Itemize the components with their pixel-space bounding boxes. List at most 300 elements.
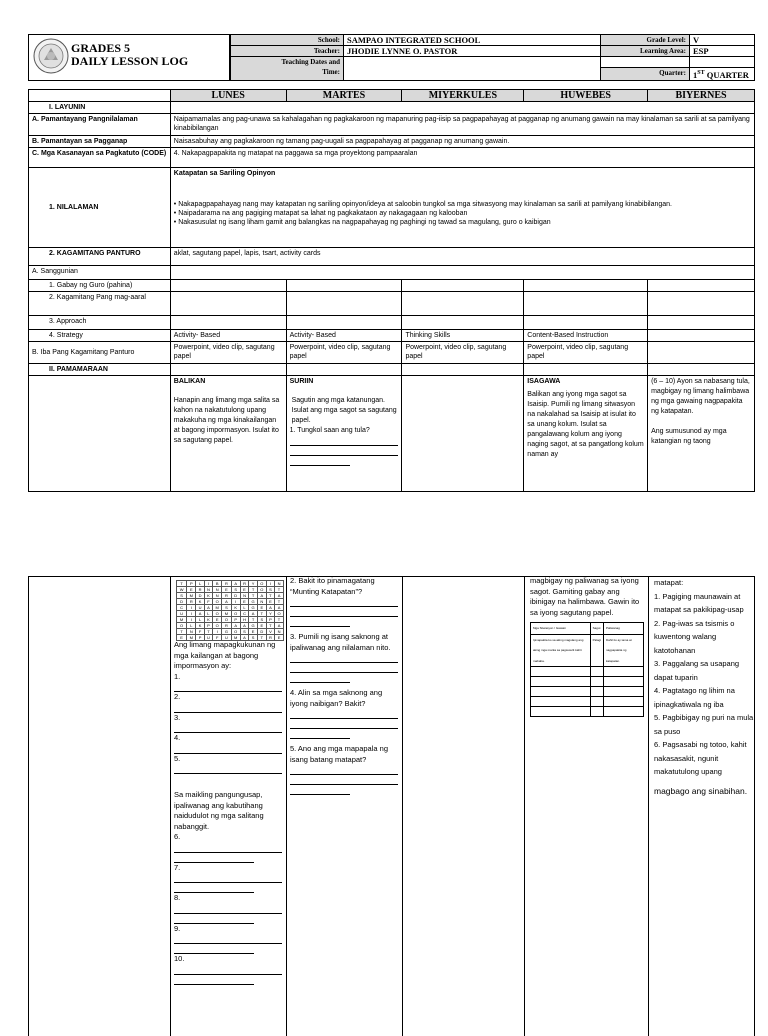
day-biyernes: BIYERNES [648,90,755,102]
word-grid-cell: R [222,593,231,599]
word-grid-cell: A [240,635,248,641]
quarter-word: QUARTER [704,69,749,80]
mini-empty [531,697,591,707]
word-grid-cell: O [213,623,222,629]
approach-biyernes [648,316,755,330]
word-grid-cell: E [249,629,258,635]
answer-line [290,673,350,683]
suriin-q1: 1. Tungkol saan ang tula? [289,427,370,434]
word-grid-cell: N [204,587,212,593]
word-grid-cell: I [213,629,222,635]
answer-line [290,653,398,663]
mini-empty [590,667,603,677]
word-grid-cell: E [187,587,196,593]
word-grid-cell: A [275,623,284,629]
word-grid-cell: K [196,623,204,629]
col-border [402,576,403,1036]
quarter-value [690,68,755,81]
word-grid-cell: W [177,587,187,593]
lunes-intro-2: Sa maikling pangungusap, ipaliwanag ang kabutihang naidudulot ng mga salitang nabanggit. [174,790,264,831]
header-title-grade: GRADES 5 [71,41,131,55]
mini-h2: Sagot [590,623,603,635]
school-value: SAMPAO INTEGRATED SCHOOL [344,35,601,46]
word-grid-cell: I [266,581,274,587]
word-grid-cell: D [231,593,240,599]
area-label: Learning Area: [601,46,690,57]
day-lunes: LUNES [170,90,286,102]
answer-line [174,934,282,944]
word-grid-cell: K [196,599,204,605]
answer-line [174,682,282,692]
word-grid-cell: E [257,623,266,629]
list-item: 6. [174,832,181,841]
answer-line [174,914,254,924]
biyernes-list [654,590,754,779]
word-grid-cell: R [222,623,231,629]
mini-r1c3: Dahil ito ay tama at nagpapakita ng katapatan. [603,634,643,667]
word-grid-cell: D [196,593,204,599]
quarter-num: 1 [693,69,698,80]
nilalaman-cell [170,168,754,248]
word-grid-cell: I [204,581,212,587]
kagamitan-text: aklat, sagutang papel, lapis, tsart, activity cards [170,248,754,266]
pam-lunes [170,364,286,376]
word-grid-cell: G [249,599,258,605]
word-grid-cell: N [213,587,222,593]
answer-line [290,617,350,627]
word-grid-cell: P [231,617,240,623]
word-grid-cell: A [231,581,240,587]
word-grid-cell: O [275,611,284,617]
nilalaman-label: 1. NILALAMAN [29,168,171,248]
huwebes-text-p2: magbigay ng paliwanag sa iyong sagot. Gamiting gabay ang ibinigay na halimbawa. Gawin ito sa iyong sagutang papel. [530,576,640,617]
word-grid-cell: M [222,611,231,617]
word-grid-cell: I [187,605,196,611]
approach-martes [286,316,402,330]
kpang-biyernes [648,292,755,316]
list-item: 7. [174,862,181,872]
activity-huwebes [524,376,648,492]
nilalaman-bullet-2: • Naipadarama na ang pagiging matapat sa lahat ng pagkakataon ay nakagagaan ng kalooban [173,210,468,217]
list-item: 2. [174,692,181,701]
kpang-huwebes [524,292,648,316]
strategy-lunes: Activity- Based [170,330,286,342]
biyernes-text-1: (6 – 10) Ayon sa nabasang tula, magbigay ng limang halimbawa ng mga gawaing nagpapakita ng katapatan. [651,378,750,415]
word-grid-cell: N [187,629,196,635]
word-grid-cell: K [204,593,212,599]
answer-line [174,944,254,954]
word-grid-cell: E [257,605,266,611]
iba-label: B. Iba Pang Kagamitang Panturo [29,342,171,364]
word-grid-cell: D [177,599,187,605]
word-grid-cell: O [257,587,266,593]
word-grid-cell: E [266,599,274,605]
answer-line [174,904,282,914]
answer-line [290,729,350,739]
sanggunian-label: A. Sanggunian [29,266,171,280]
word-grid-cell: E [275,635,284,641]
word-grid-cell: S [257,617,266,623]
word-grid-cell: R [187,599,196,605]
area-value: ESP [690,46,755,57]
answer-line [174,703,282,713]
word-grid-cell: A [275,605,284,611]
word-grid-cell: M [213,605,222,611]
word-grid-cell: R [266,635,274,641]
word-grid-cell: K [204,617,212,623]
word-grid-cell: A [240,623,248,629]
word-grid-cell: O [231,629,240,635]
word-grid-cell: A [231,623,240,629]
iba-miyerkules: Powerpoint, video clip, sagutang papel [402,342,524,364]
blank-value [690,57,755,68]
word-grid-cell: T [257,635,266,641]
word-grid-cell: A [196,611,204,617]
word-grid-cell: L [204,611,212,617]
answer-line [290,775,398,785]
word-grid-cell: T [275,617,284,623]
iba-lunes: Powerpoint, video clip, sagutang papel [170,342,286,364]
kpang-lunes [170,292,286,316]
word-grid-cell: S [249,635,258,641]
nilalaman-title: Katapatan sa Sariling Opinyon [173,170,276,177]
word-grid-cell: T [257,611,266,617]
pam-biyernes [648,364,755,376]
word-grid-cell: S [240,629,248,635]
iba-huwebes: Powerpoint, video clip, sagutang papel [524,342,648,364]
word-grid-cell: E [240,587,248,593]
biyernes-p2 [654,576,754,798]
word-grid-cell: B [213,581,222,587]
word-grid-cell: L [187,623,196,629]
list-item: 1. Pagiging maunawain at matapat sa pakikipag-usap [654,591,744,614]
teacher-label: Teacher: [231,46,344,57]
pangnilalaman-label: A. Pamantayang Pangnilalaman [29,114,171,136]
mini-h1: Mga Sitwasyon / Gawain [531,623,591,635]
col-border [170,576,171,1036]
list-item: 1. [174,671,181,681]
kagamitan-label: 2. KAGAMITANG PANTURO [29,248,171,266]
word-grid-cell: U [196,605,204,611]
answer-line [290,663,398,673]
word-grid-cell: D [257,629,266,635]
header-title-log: DAILY LESSON LOG [71,54,189,68]
answer-line [290,457,350,466]
answer-line [174,883,254,893]
word-grid-cell: O [177,623,187,629]
word-grid-cell: A [222,599,231,605]
gabay-martes [286,280,402,292]
word-grid-cell: F [213,635,222,641]
word-grid-cell: M [177,617,187,623]
word-grid-cell: Y [249,581,258,587]
list-item: 4. Pagtatago ng lihim na ipinagkatiwala ng iba [654,686,735,709]
word-grid-cell: V [266,629,274,635]
gabay-huwebes [524,280,648,292]
word-grid-cell: O [213,611,222,617]
lunes-list-2 [174,832,282,985]
word-grid-cell: T [204,629,212,635]
word-grid-cell: M [187,635,196,641]
teacher-value: JHODIE LYNNE O. PASTOR [344,46,601,57]
balikan-text: Hanapin ang limang mga salita sa kahon na nakatutulong upang makakuha ng mga kinakailangan at bagong impormasyon. Isulat ito sa sagutang papel. [173,397,280,444]
answer-line [290,709,398,719]
sanggunian-cell [170,266,754,280]
pagganap-label: B. Pamantayan sa Pagganap [29,136,171,148]
mini-empty [531,677,591,687]
pam-miyerkules [402,364,524,376]
word-grid-cell: F [204,599,212,605]
corner-cell [29,90,171,102]
word-grid-cell: R [196,587,204,593]
lunes-intro: Ang limang mapagkukunan ng mga kailangan at bagong impormasyon ay: [174,640,276,670]
word-grid-cell: N [275,581,284,587]
approach-lunes [170,316,286,330]
kpang-miyerkules [402,292,524,316]
word-grid-cell: I [187,617,196,623]
list-item: 4. [174,733,181,742]
list-item: 9. [174,923,181,933]
mini-empty [590,677,603,687]
word-grid-cell: T [249,617,258,623]
word-grid-cell: T [275,587,284,593]
word-grid-cell: P [196,635,204,641]
word-grid-cell: O [257,581,266,587]
word-grid-cell: E [222,587,231,593]
mini-table [530,622,644,717]
word-grid-cell: S [222,605,231,611]
mini-empty [531,707,591,717]
answer-line [174,723,282,733]
layunin-cell [170,102,754,114]
dates-label-line2: Time: [322,68,340,77]
school-label: School: [231,35,344,46]
activity-martes [286,376,402,492]
pangnilalaman-text: Naipamamalas ang pag-unawa sa kahalagahan ng pagkakaroon ng mapanuring pag-iisip sa pagpapahayag at pagganap ng anumang gawain na may kinalaman sa sarili at sa pamilyang kinabibilangan [170,114,754,136]
list-item: 3. Paggalang sa usapang dapat tuparin [654,659,740,682]
activity-lunes [170,376,286,492]
word-grid-cell: T [266,623,274,629]
word-grid-cell: L [240,605,248,611]
activity-miyerkules [402,376,524,492]
header-info-table [230,34,755,81]
dates-label-line1: Teaching Dates and [281,58,340,67]
strategy-biyernes [648,330,755,342]
word-grid-cell: A [249,611,258,617]
pamamaraan-label: II. PAMAMARAAN [29,364,171,376]
mini-empty [603,687,643,697]
page-2-table [28,576,755,1036]
gabay-biyernes [648,280,755,292]
word-grid-cell: T [249,593,258,599]
word-grid-cell: S [177,593,187,599]
gabay-lunes [170,280,286,292]
pam-martes [286,364,402,376]
huwebes-p2 [530,576,646,717]
col-border [28,576,29,1036]
word-grid-cell: R [240,581,248,587]
mini-empty [603,707,643,717]
lunes-list-1 [174,672,282,775]
answer-line [290,597,398,607]
martes-q4: 4. Alin sa mga saknong ang iyong naibigan? Bakit? [290,688,383,708]
col-border [648,576,649,1036]
biyernes-intro: matapat: [654,578,684,587]
answer-line [174,843,282,853]
quarter-sup: ST [697,70,705,77]
word-grid-cell: E [177,635,187,641]
mini-r1c2: Palagi [590,634,603,667]
word-grid-cell: G [249,623,258,629]
word-grid-cell: T [249,587,258,593]
activity-biyernes [648,376,755,492]
answer-line [290,447,399,456]
mini-h3: Paliwanag [603,623,643,635]
answer-line [290,607,398,617]
word-grid-cell: G [222,629,231,635]
word-search-grid [176,580,284,641]
mini-empty [531,667,591,677]
kasanayan-label: C. Mga Kasanayan sa Pagkatuto (CODE) [29,148,171,168]
word-grid-cell: P [187,581,196,587]
word-grid-cell: M [187,593,196,599]
day-martes: MARTES [286,90,402,102]
strategy-martes: Activity- Based [286,330,402,342]
pam-huwebes [524,364,648,376]
word-grid-cell: O [222,617,231,623]
word-grid-cell: A [266,605,274,611]
answer-line [290,719,398,729]
word-grid-cell: F [196,629,204,635]
list-item: 5. [174,753,181,763]
school-logo-block [28,34,230,81]
word-grid-cell: N [213,593,222,599]
word-grid-cell: A [275,593,284,599]
balikan-title: BALIKAN [173,378,206,385]
approach-miyerkules [402,316,524,330]
answer-line [174,965,282,975]
answer-line [174,853,254,863]
biyernes-text-2: Ang sumusunod ay mga katangian ng taong [651,428,727,445]
word-grid-cell: T [177,629,187,635]
word-grid-cell: T [266,593,274,599]
list-item: 10. [174,954,185,963]
iba-martes: Powerpoint, video clip, sagutang papel [286,342,402,364]
day-miyerkules: MIYERKULES [402,90,524,102]
mini-empty [590,697,603,707]
approach-huwebes [524,316,648,330]
mini-empty [590,707,603,717]
kpang-martes [286,292,402,316]
martes-p2 [290,576,398,795]
mini-empty [590,687,603,697]
mini-empty [531,687,591,697]
martes-q5: 5. Ano ang mga mapapala ng isang batang matapat? [290,744,388,764]
word-grid-cell: I [231,599,240,605]
biyernes-end: magbago ang sinabihan. [654,785,748,796]
word-grid-cell: G [249,605,258,611]
word-grid-cell: O [213,599,222,605]
strategy-label: 4. Strategy [29,330,171,342]
answer-line [290,765,398,775]
mini-r1c1: Ipinapakita ko sa aking magulang ang aking mga marka sa pagsusulit kahit mababa. [531,634,591,667]
kagamitang-pang-label: 2. Kagamitang Pang mag-aaral [29,292,171,316]
col-border [754,576,755,1036]
word-grid-cell: U [222,635,231,641]
blank-label [601,57,690,68]
activity-label-cell [29,376,171,492]
word-grid-cell: A [257,593,266,599]
word-grid-cell: P [204,623,212,629]
layunin-label: I. LAYUNIN [29,102,171,114]
word-grid-cell: L [196,617,204,623]
answer-line [290,437,399,446]
approach-label: 3. Approach [29,316,171,330]
list-item: 8. [174,893,181,902]
deped-seal-icon [33,38,69,74]
word-grid-cell: E [213,617,222,623]
grade-label: Grade Level: [601,35,690,46]
word-grid-cell: R [222,581,231,587]
word-grid-cell: P [266,617,274,623]
word-grid-cell: I [187,611,196,617]
lesson-log-table [28,89,755,492]
kasanayan-text: 4. Nakapagpapakita ng matapat na paggawa sa mga proyektong pampaaralan [170,148,754,168]
word-grid-cell: U [177,611,187,617]
isagawa-title: ISAGAWA [527,378,561,385]
dates-label [231,57,344,81]
word-grid-cell: H [240,617,248,623]
day-huwebes: HUWEBES [524,90,648,102]
martes-q2: 2. Bakit ito pinamagatang “Munting Katapatan”? [290,576,375,596]
word-grid-cell: A [204,605,212,611]
mini-empty [603,667,643,677]
col-border [286,576,287,1036]
word-grid-cell: U [204,635,212,641]
strategy-huwebes: Content-Based Instruction [524,330,648,342]
word-grid-cell: C [240,611,248,617]
strategy-miyerkules: Thinking Skills [402,330,524,342]
gabay-label: 1. Gabay ng Guro (pahina) [29,280,171,292]
word-grid-cell: C [177,605,187,611]
word-grid-cell: K [231,605,240,611]
isagawa-text: Balikan ang iyong mga sagot sa Isaisip. Pumili ng limang sitwasyon na nakalahad sa Isaisip at isulat ito sa unang kolum. Isulat sa pangalawang kolum ang iyong naging sagot, at sa pangatlong kolum naman ay [527,391,644,458]
mini-empty [603,697,643,707]
gabay-miyerkules [402,280,524,292]
word-grid-cell: E [240,599,248,605]
word-grid-cell: N [257,599,266,605]
word-grid-cell: T [177,581,187,587]
word-grid-cell: N [275,629,284,635]
list-item: 3. [174,712,181,722]
answer-line [174,744,282,754]
word-grid-cell: M [231,635,240,641]
answer-line [174,975,254,985]
iba-biyernes [648,342,755,364]
list-item: 2. Pag-iwas sa tsismis o kuwentong walang katotohanan [654,618,735,655]
lunes-p2 [174,640,282,985]
word-grid-cell: L [196,581,204,587]
nilalaman-bullet-3: • Nakasusulat ng isang liham gamit ang balangkas na nagpapahayag ng paghingi ng tawad sa magulang, guro o kaibigan [173,219,551,226]
word-grid-cell: O [231,611,240,617]
mini-empty [603,677,643,687]
dates-value [344,57,601,81]
suriin-title: SURIIN [289,378,314,385]
word-grid-cell: Y [266,611,274,617]
pagganap-text: Naisasabuhay ang pagkakaroon ng tamang pag-uugali sa pagpapahayag at pagganap ng anumang gawain. [170,136,754,148]
answer-line [174,873,282,883]
answer-line [174,764,282,774]
